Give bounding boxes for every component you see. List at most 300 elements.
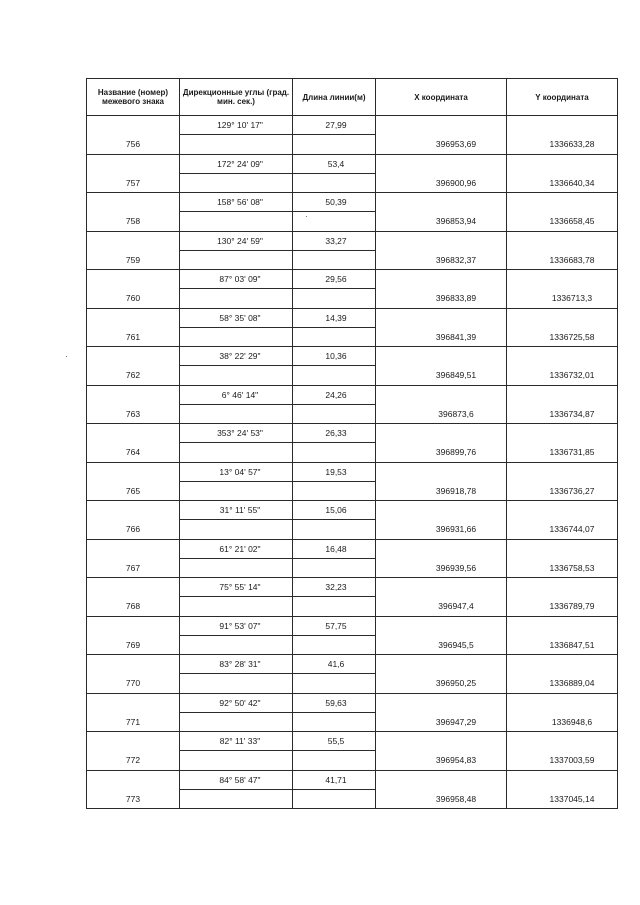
- length-cell: [293, 616, 376, 635]
- x-coordinate: 396873,6: [438, 408, 474, 419]
- length-cell: [293, 520, 376, 539]
- y-cell: [507, 751, 618, 770]
- angle-value: 353° 24' 53": [217, 428, 263, 439]
- y-coordinate: 1336633,28: [549, 139, 595, 150]
- length-cell: [293, 539, 376, 558]
- point-name-cell: [87, 327, 180, 346]
- length-cell: [293, 770, 376, 789]
- header-y-coordinate: Y координата: [507, 79, 618, 116]
- y-cell: [507, 135, 618, 154]
- x-cell: [376, 558, 507, 577]
- header-x-coordinate: X координата: [376, 79, 507, 116]
- x-coordinate: 396899,76: [435, 447, 477, 458]
- point-name: 767: [125, 562, 141, 573]
- point-row: [87, 289, 618, 308]
- y-cell: [507, 693, 618, 712]
- x-cell: [376, 520, 507, 539]
- point-row: [87, 712, 618, 731]
- point-name-cell: [87, 693, 180, 712]
- angle-cell: [180, 212, 293, 231]
- angle-cell: [180, 116, 293, 135]
- angle-value: 84° 58' 47": [219, 774, 261, 785]
- point-name: 756: [125, 139, 141, 150]
- point-name: 770: [125, 678, 141, 689]
- y-coordinate: 1336731,85: [549, 447, 595, 458]
- x-cell: [376, 693, 507, 712]
- segment-row: [87, 732, 618, 751]
- angle-cell: [180, 674, 293, 693]
- x-cell: [376, 270, 507, 289]
- scan-speck: [306, 216, 307, 217]
- y-coordinate: 1336744,07: [549, 524, 595, 535]
- x-coordinate: 396931,66: [435, 524, 477, 535]
- x-cell: [376, 616, 507, 635]
- length-value: 41,6: [327, 659, 345, 670]
- segment-row: [87, 693, 618, 712]
- angle-value: 172° 24' 09": [217, 158, 263, 169]
- segment-row: [87, 616, 618, 635]
- x-coordinate: 396954,83: [435, 755, 477, 766]
- length-cell: [293, 501, 376, 520]
- angle-value: 38° 22' 29": [219, 351, 261, 362]
- angle-cell: [180, 693, 293, 712]
- y-cell: [507, 270, 618, 289]
- length-value: 41,71: [325, 774, 347, 785]
- point-row: [87, 135, 618, 154]
- angle-value: 87° 03' 09": [219, 274, 261, 285]
- angle-cell: [180, 173, 293, 192]
- y-coordinate: 1336847,51: [549, 639, 595, 650]
- length-cell: [293, 732, 376, 751]
- point-name-cell: [87, 385, 180, 404]
- angle-value: 75° 55' 14": [219, 582, 261, 593]
- x-cell: [376, 481, 507, 500]
- x-coordinate: 396832,37: [435, 254, 477, 265]
- length-cell: [293, 366, 376, 385]
- segment-row: [87, 116, 618, 135]
- length-cell: [293, 443, 376, 462]
- length-cell: [293, 558, 376, 577]
- length-cell: [293, 385, 376, 404]
- angle-value: 129° 10' 17": [217, 120, 263, 131]
- point-name-cell: [87, 635, 180, 654]
- length-cell: [293, 193, 376, 212]
- length-cell: [293, 212, 376, 231]
- length-cell: [293, 231, 376, 250]
- y-coordinate: 1336713,3: [551, 293, 593, 304]
- y-coordinate: 1336758,53: [549, 562, 595, 573]
- x-coordinate: 396849,51: [435, 370, 477, 381]
- y-cell: [507, 789, 618, 808]
- angle-value: 83° 28' 31": [219, 659, 261, 670]
- angle-cell: [180, 481, 293, 500]
- x-cell: [376, 250, 507, 269]
- y-cell: [507, 674, 618, 693]
- segment-row: [87, 578, 618, 597]
- x-cell: [376, 193, 507, 212]
- point-name-cell: [87, 212, 180, 231]
- point-row: [87, 250, 618, 269]
- angle-cell: [180, 135, 293, 154]
- x-cell: [376, 116, 507, 135]
- point-name: 772: [125, 755, 141, 766]
- point-name: 760: [125, 293, 141, 304]
- point-name-cell: [87, 289, 180, 308]
- point-name-cell: [87, 655, 180, 674]
- boundary-points-table: [86, 78, 618, 809]
- y-cell: [507, 539, 618, 558]
- y-coordinate: 1336725,58: [549, 331, 595, 342]
- length-cell: [293, 154, 376, 173]
- point-name: 763: [125, 408, 141, 419]
- x-cell: [376, 443, 507, 462]
- point-name: 765: [125, 485, 141, 496]
- length-value: 33,27: [325, 235, 347, 246]
- angle-cell: [180, 751, 293, 770]
- segment-row: [87, 154, 618, 173]
- x-cell: [376, 424, 507, 443]
- length-cell: [293, 789, 376, 808]
- segment-row: [87, 270, 618, 289]
- point-name-cell: [87, 616, 180, 635]
- x-cell: [376, 366, 507, 385]
- length-value: 59,63: [325, 697, 347, 708]
- angle-value: 31° 11' 55": [219, 505, 261, 516]
- segment-row: [87, 655, 618, 674]
- length-value: 26,33: [325, 428, 347, 439]
- y-cell: [507, 462, 618, 481]
- point-name-cell: [87, 481, 180, 500]
- angle-value: 13° 04' 57": [219, 466, 261, 477]
- x-cell: [376, 173, 507, 192]
- point-row: [87, 751, 618, 770]
- angle-cell: [180, 558, 293, 577]
- y-cell: [507, 732, 618, 751]
- length-value: 53,4: [327, 158, 345, 169]
- point-row: [87, 481, 618, 500]
- point-row: [87, 558, 618, 577]
- angle-cell: [180, 231, 293, 250]
- length-cell: [293, 712, 376, 731]
- x-cell: [376, 578, 507, 597]
- segment-row: [87, 347, 618, 366]
- y-coordinate: 1336789,79: [549, 601, 595, 612]
- y-cell: [507, 578, 618, 597]
- y-cell: [507, 616, 618, 635]
- length-cell: [293, 597, 376, 616]
- point-name-cell: [87, 539, 180, 558]
- angle-cell: [180, 424, 293, 443]
- x-cell: [376, 404, 507, 423]
- angle-cell: [180, 732, 293, 751]
- point-row: [87, 212, 618, 231]
- segment-row: [87, 501, 618, 520]
- length-cell: [293, 308, 376, 327]
- length-value: 55,5: [327, 736, 345, 747]
- x-cell: [376, 231, 507, 250]
- y-coordinate: 1336732,01: [549, 370, 595, 381]
- point-name-cell: [87, 404, 180, 423]
- point-name-cell: [87, 520, 180, 539]
- point-row: [87, 366, 618, 385]
- y-cell: [507, 212, 618, 231]
- angle-cell: [180, 404, 293, 423]
- point-name-cell: [87, 789, 180, 808]
- length-value: 19,53: [325, 466, 347, 477]
- x-cell: [376, 135, 507, 154]
- x-cell: [376, 597, 507, 616]
- angle-value: 61° 21' 02": [219, 543, 261, 554]
- x-coordinate: 396841,39: [435, 331, 477, 342]
- point-name: 757: [125, 177, 141, 188]
- angle-cell: [180, 520, 293, 539]
- segment-row: [87, 539, 618, 558]
- length-value: 29,56: [325, 274, 347, 285]
- angle-cell: [180, 308, 293, 327]
- angle-value: 6° 46' 14": [221, 389, 259, 400]
- angle-value: 58° 35' 08": [219, 312, 261, 323]
- y-cell: [507, 597, 618, 616]
- segment-row: [87, 770, 618, 789]
- segment-row: [87, 385, 618, 404]
- point-name: 768: [125, 601, 141, 612]
- point-row: [87, 327, 618, 346]
- angle-cell: [180, 655, 293, 674]
- length-cell: [293, 674, 376, 693]
- x-coordinate: 396953,69: [435, 139, 477, 150]
- point-name-cell: [87, 501, 180, 520]
- segment-row: [87, 424, 618, 443]
- scan-speck: [66, 356, 67, 357]
- point-name-cell: [87, 135, 180, 154]
- x-cell: [376, 327, 507, 346]
- segment-row: [87, 193, 618, 212]
- point-row: [87, 173, 618, 192]
- point-name-cell: [87, 674, 180, 693]
- point-name: 769: [125, 639, 141, 650]
- angle-value: 82° 11' 33": [219, 736, 261, 747]
- x-coordinate: 396833,89: [435, 293, 477, 304]
- segment-row: [87, 462, 618, 481]
- angle-cell: [180, 597, 293, 616]
- angle-cell: [180, 635, 293, 654]
- point-name-cell: [87, 712, 180, 731]
- y-coordinate: 1336658,45: [549, 216, 595, 227]
- header-line-length: Длина линии(м): [293, 79, 376, 116]
- point-name-cell: [87, 424, 180, 443]
- length-cell: [293, 270, 376, 289]
- header-point-name: Название (номер) межевого знака: [87, 79, 180, 116]
- point-name-cell: [87, 154, 180, 173]
- y-coordinate: 1336736,27: [549, 485, 595, 496]
- y-cell: [507, 424, 618, 443]
- point-row: [87, 520, 618, 539]
- length-cell: [293, 578, 376, 597]
- y-cell: [507, 173, 618, 192]
- y-cell: [507, 501, 618, 520]
- y-cell: [507, 481, 618, 500]
- length-value: 32,23: [325, 582, 347, 593]
- y-cell: [507, 327, 618, 346]
- x-cell: [376, 462, 507, 481]
- y-cell: [507, 289, 618, 308]
- point-row: [87, 404, 618, 423]
- point-row: [87, 789, 618, 808]
- y-coordinate: 1336948,6: [551, 716, 593, 727]
- y-cell: [507, 770, 618, 789]
- x-coordinate: 396958,48: [435, 793, 477, 804]
- point-name-cell: [87, 193, 180, 212]
- y-cell: [507, 231, 618, 250]
- y-cell: [507, 347, 618, 366]
- coordinate-table-sheet: [86, 78, 617, 822]
- point-name: 759: [125, 254, 141, 265]
- point-row: [87, 443, 618, 462]
- x-cell: [376, 347, 507, 366]
- point-name-cell: [87, 462, 180, 481]
- length-value: 14,39: [325, 312, 347, 323]
- angle-cell: [180, 712, 293, 731]
- y-cell: [507, 308, 618, 327]
- point-name-cell: [87, 173, 180, 192]
- length-cell: [293, 462, 376, 481]
- point-name-cell: [87, 558, 180, 577]
- y-cell: [507, 520, 618, 539]
- x-cell: [376, 674, 507, 693]
- point-name: 773: [125, 793, 141, 804]
- y-cell: [507, 366, 618, 385]
- length-cell: [293, 404, 376, 423]
- angle-cell: [180, 385, 293, 404]
- angle-value: 92° 50' 42": [219, 697, 261, 708]
- point-row: [87, 674, 618, 693]
- length-value: 50,39: [325, 197, 347, 208]
- length-cell: [293, 116, 376, 135]
- y-coordinate: 1337045,14: [549, 793, 595, 804]
- point-name: 761: [125, 331, 141, 342]
- x-cell: [376, 712, 507, 731]
- x-coordinate: 396939,56: [435, 562, 477, 573]
- y-cell: [507, 443, 618, 462]
- point-name-cell: [87, 751, 180, 770]
- length-cell: [293, 751, 376, 770]
- x-cell: [376, 308, 507, 327]
- point-name: 766: [125, 524, 141, 535]
- angle-cell: [180, 270, 293, 289]
- x-cell: [376, 539, 507, 558]
- y-cell: [507, 385, 618, 404]
- length-cell: [293, 289, 376, 308]
- x-cell: [376, 212, 507, 231]
- y-cell: [507, 250, 618, 269]
- length-cell: [293, 693, 376, 712]
- x-cell: [376, 655, 507, 674]
- length-cell: [293, 635, 376, 654]
- x-cell: [376, 732, 507, 751]
- angle-cell: [180, 578, 293, 597]
- angle-cell: [180, 250, 293, 269]
- x-cell: [376, 789, 507, 808]
- angle-value: 130° 24' 59": [217, 235, 263, 246]
- point-name-cell: [87, 597, 180, 616]
- x-coordinate: 396853,94: [435, 216, 477, 227]
- length-cell: [293, 173, 376, 192]
- angle-cell: [180, 193, 293, 212]
- angle-value: 91° 53' 07": [219, 620, 261, 631]
- segment-row: [87, 231, 618, 250]
- y-coordinate: 1336640,34: [549, 177, 595, 188]
- y-coordinate: 1337003,59: [549, 755, 595, 766]
- length-value: 57,75: [325, 620, 347, 631]
- angle-value: 158° 56' 08": [217, 197, 263, 208]
- y-cell: [507, 116, 618, 135]
- point-name-cell: [87, 231, 180, 250]
- angle-cell: [180, 347, 293, 366]
- header-direction-angle: Дирекционные углы (град. мин. сек.): [180, 79, 293, 116]
- point-name-cell: [87, 732, 180, 751]
- y-cell: [507, 712, 618, 731]
- point-name-cell: [87, 270, 180, 289]
- point-name-cell: [87, 770, 180, 789]
- x-coordinate: 396950,25: [435, 678, 477, 689]
- length-cell: [293, 250, 376, 269]
- point-name-cell: [87, 366, 180, 385]
- y-cell: [507, 558, 618, 577]
- length-cell: [293, 424, 376, 443]
- length-cell: [293, 655, 376, 674]
- angle-cell: [180, 501, 293, 520]
- y-coordinate: 1336889,04: [549, 678, 595, 689]
- point-name: 758: [125, 216, 141, 227]
- y-coordinate: 1336683,78: [549, 254, 595, 265]
- point-name: 762: [125, 370, 141, 381]
- length-value: 24,26: [325, 389, 347, 400]
- x-coordinate: 396947,4: [438, 601, 474, 612]
- angle-cell: [180, 366, 293, 385]
- angle-cell: [180, 789, 293, 808]
- point-name-cell: [87, 443, 180, 462]
- point-name-cell: [87, 250, 180, 269]
- length-value: 10,36: [325, 351, 347, 362]
- angle-cell: [180, 154, 293, 173]
- x-coordinate: 396918,78: [435, 485, 477, 496]
- point-name-cell: [87, 578, 180, 597]
- y-cell: [507, 655, 618, 674]
- y-cell: [507, 154, 618, 173]
- point-name-cell: [87, 347, 180, 366]
- table-body: [87, 116, 618, 809]
- x-coordinate: 396945,5: [438, 639, 474, 650]
- angle-cell: [180, 770, 293, 789]
- point-name-cell: [87, 308, 180, 327]
- point-name: 771: [125, 716, 141, 727]
- length-cell: [293, 347, 376, 366]
- length-cell: [293, 481, 376, 500]
- x-cell: [376, 635, 507, 654]
- angle-cell: [180, 289, 293, 308]
- y-cell: [507, 404, 618, 423]
- length-value: 16,48: [325, 543, 347, 554]
- angle-cell: [180, 327, 293, 346]
- angle-cell: [180, 462, 293, 481]
- x-cell: [376, 289, 507, 308]
- length-cell: [293, 327, 376, 346]
- x-coordinate: 396900,96: [435, 177, 477, 188]
- point-row: [87, 635, 618, 654]
- x-cell: [376, 385, 507, 404]
- x-cell: [376, 751, 507, 770]
- length-value: 27,99: [325, 120, 347, 131]
